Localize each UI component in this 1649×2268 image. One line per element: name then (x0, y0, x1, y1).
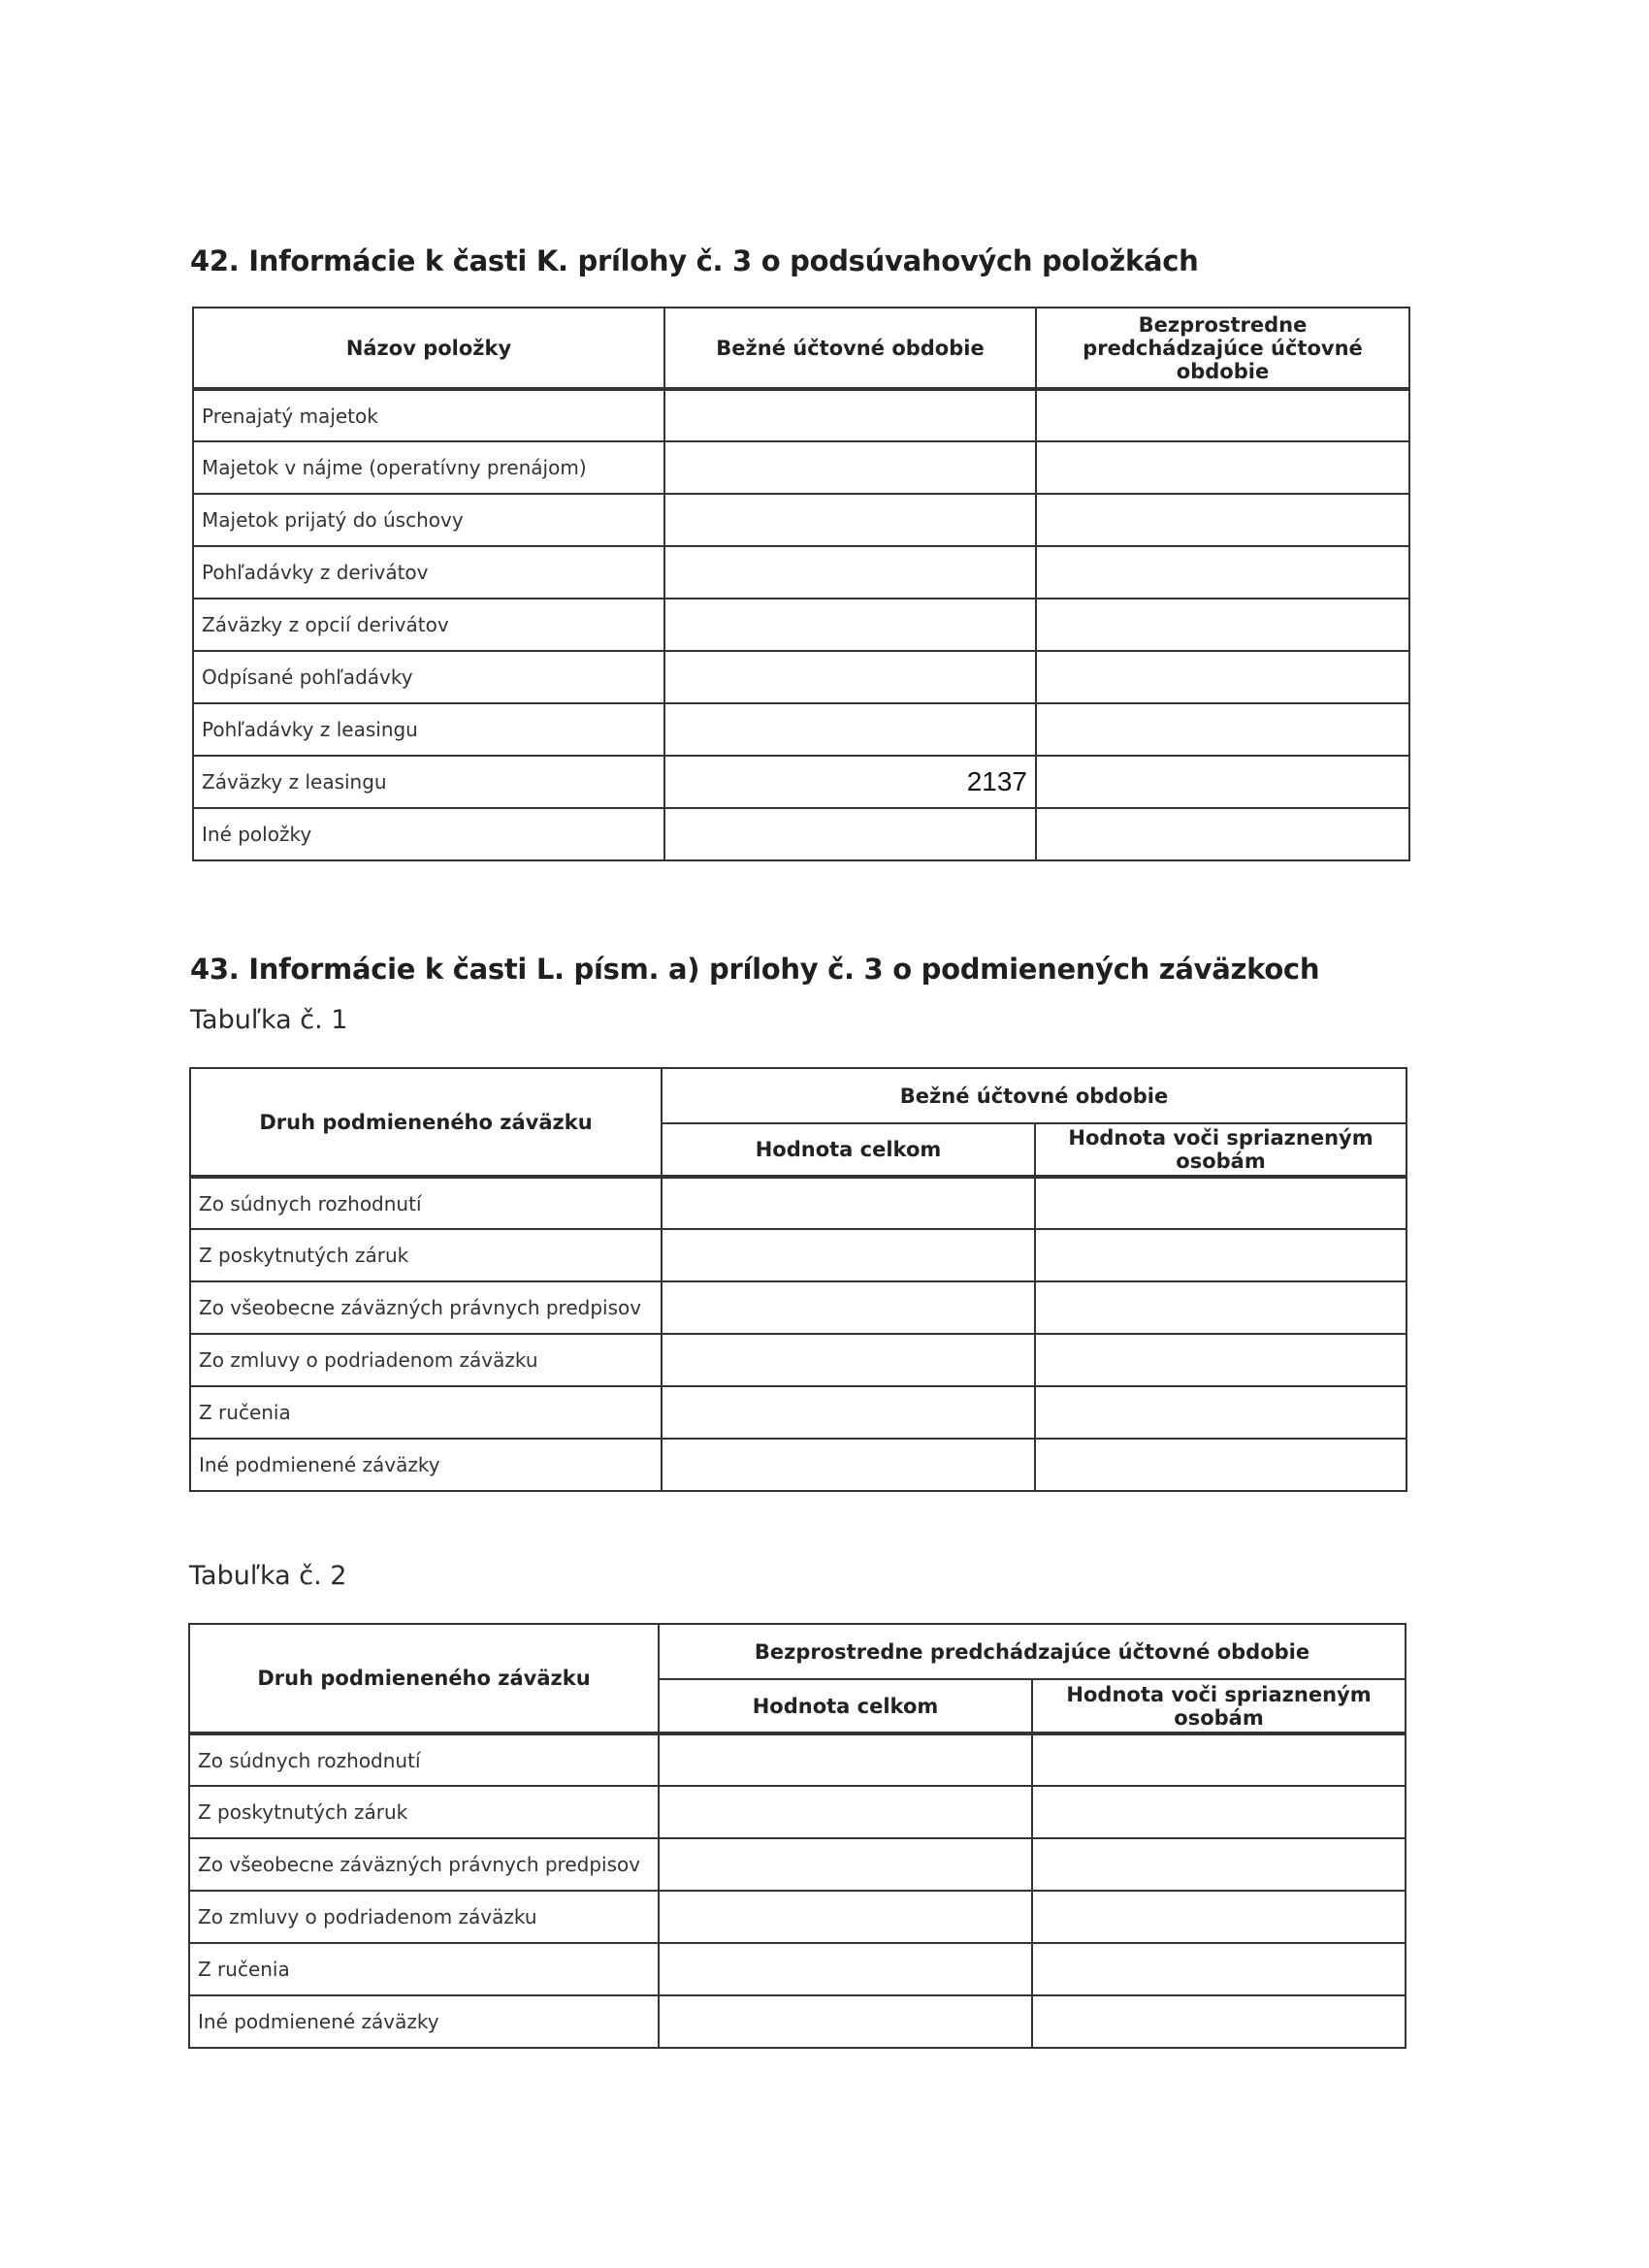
total-value-cell (659, 1733, 1032, 1786)
liability-type: Iné podmienené záväzky (190, 1439, 662, 1491)
related-parties-value-cell (1032, 1943, 1406, 1995)
liability-type: Zo zmluvy o podriadenom záväzku (190, 1334, 662, 1386)
current-period-value: 2137 (664, 756, 1036, 808)
header-current-period: Bežné účtovné obdobie (664, 308, 1036, 389)
header-related-parties-value: Hodnota voči spriazneným osobám (1032, 1679, 1406, 1733)
header-liability-type: Druh podmieneného záväzku (190, 1068, 662, 1177)
table-row (193, 756, 1409, 808)
table-row (193, 599, 1409, 651)
previous-period-value (1036, 389, 1409, 441)
previous-period-value (1036, 546, 1409, 599)
table-row (189, 1733, 1406, 1786)
off-balance-sheet-table (192, 307, 1410, 861)
item-name: Pohľadávky z derivátov (193, 546, 664, 599)
liability-type: Zo zmluvy o podriadenom záväzku (189, 1891, 659, 1943)
table-row (193, 389, 1409, 441)
header-liability-type: Druh podmieneného záväzku (189, 1624, 659, 1733)
related-parties-value-cell (1035, 1334, 1406, 1386)
previous-period-value (1036, 599, 1409, 651)
total-value-cell (662, 1334, 1035, 1386)
table-row (190, 1386, 1406, 1439)
table-row (189, 1838, 1406, 1891)
current-period-value (664, 546, 1036, 599)
liability-type: Iné podmienené záväzky (189, 1995, 659, 2048)
current-period-value (664, 703, 1036, 756)
table-row (189, 1943, 1406, 1995)
related-parties-value-cell (1035, 1229, 1406, 1281)
table-row (193, 494, 1409, 546)
item-name: Majetok v nájme (operatívny prenájom) (193, 441, 664, 494)
item-name: Prenajatý majetok (193, 389, 664, 441)
header-total-value: Hodnota celkom (662, 1123, 1035, 1177)
related-parties-value-cell (1032, 1891, 1406, 1943)
table-row (193, 441, 1409, 494)
header-item-name: Názov položky (193, 308, 664, 389)
header-period: Bezprostredne predchádzajúce účtovné obdobie (659, 1624, 1406, 1679)
current-period-value (664, 651, 1036, 703)
liability-type: Zo súdnych rozhodnutí (189, 1733, 659, 1786)
table-row (193, 546, 1409, 599)
table-row (189, 1786, 1406, 1838)
related-parties-value-cell (1035, 1281, 1406, 1334)
related-parties-value-cell (1032, 1995, 1406, 2048)
item-name: Odpísané pohľadávky (193, 651, 664, 703)
liability-type: Zo všeobecne záväzných právnych predpisov (190, 1281, 662, 1334)
table-row (193, 651, 1409, 703)
total-value-cell (662, 1386, 1035, 1439)
liability-type: Z poskytnutých záruk (190, 1229, 662, 1281)
previous-period-value (1036, 808, 1409, 860)
liability-type: Zo súdnych rozhodnutí (190, 1177, 662, 1229)
current-period-value (664, 808, 1036, 860)
liability-type: Z poskytnutých záruk (189, 1786, 659, 1838)
item-name: Záväzky z leasingu (193, 756, 664, 808)
related-parties-value-cell (1032, 1786, 1406, 1838)
related-parties-value-cell (1035, 1177, 1406, 1229)
total-value-cell (659, 1995, 1032, 2048)
table-row (190, 1281, 1406, 1334)
table-row (190, 1334, 1406, 1386)
item-name: Iné položky (193, 808, 664, 860)
previous-period-value (1036, 494, 1409, 546)
liability-type: Z ručenia (189, 1943, 659, 1995)
related-parties-value-cell (1035, 1439, 1406, 1491)
table-row (189, 1995, 1406, 2048)
table-row (193, 808, 1409, 860)
total-value-cell (659, 1838, 1032, 1891)
table-1-caption: Tabuľka č. 1 (190, 1005, 348, 1035)
header-previous-period: Bezprostredne predchádzajúce účtovné obdobie (1036, 308, 1409, 389)
total-value-cell (659, 1786, 1032, 1838)
table-row (190, 1439, 1406, 1491)
section-42-title: 42. Informácie k časti K. prílohy č. 3 o podsúvahových položkách (190, 244, 1199, 277)
header-related-parties-value: Hodnota voči spriazneným osobám (1035, 1123, 1406, 1177)
previous-period-value (1036, 651, 1409, 703)
header-period: Bežné účtovné obdobie (662, 1068, 1406, 1123)
current-period-value (664, 441, 1036, 494)
liability-type: Z ručenia (190, 1386, 662, 1439)
table-row (189, 1891, 1406, 1943)
total-value-cell (659, 1891, 1032, 1943)
related-parties-value-cell (1032, 1733, 1406, 1786)
table-row (190, 1229, 1406, 1281)
total-value-cell (662, 1229, 1035, 1281)
liability-type: Zo všeobecne záväzných právnych predpisov (189, 1838, 659, 1891)
current-period-value (664, 389, 1036, 441)
current-period-value (664, 599, 1036, 651)
current-period-value (664, 494, 1036, 546)
item-name: Majetok prijatý do úschovy (193, 494, 664, 546)
table-row (193, 703, 1409, 756)
total-value-cell (662, 1439, 1035, 1491)
table-row (190, 1177, 1406, 1229)
total-value-cell (662, 1281, 1035, 1334)
previous-period-value (1036, 703, 1409, 756)
previous-period-value (1036, 756, 1409, 808)
contingent-liabilities-table-1 (189, 1067, 1407, 1492)
header-total-value: Hodnota celkom (659, 1679, 1032, 1733)
previous-period-value (1036, 441, 1409, 494)
item-name: Pohľadávky z leasingu (193, 703, 664, 756)
item-name: Záväzky z opcií derivátov (193, 599, 664, 651)
table-2-caption: Tabuľka č. 2 (189, 1561, 347, 1591)
contingent-liabilities-table-2 (188, 1623, 1406, 2049)
related-parties-value-cell (1035, 1386, 1406, 1439)
section-43-title: 43. Informácie k časti L. písm. a) prílohy č. 3 o podmienených záväzkoch (190, 953, 1320, 986)
total-value-cell (659, 1943, 1032, 1995)
total-value-cell (662, 1177, 1035, 1229)
related-parties-value-cell (1032, 1838, 1406, 1891)
